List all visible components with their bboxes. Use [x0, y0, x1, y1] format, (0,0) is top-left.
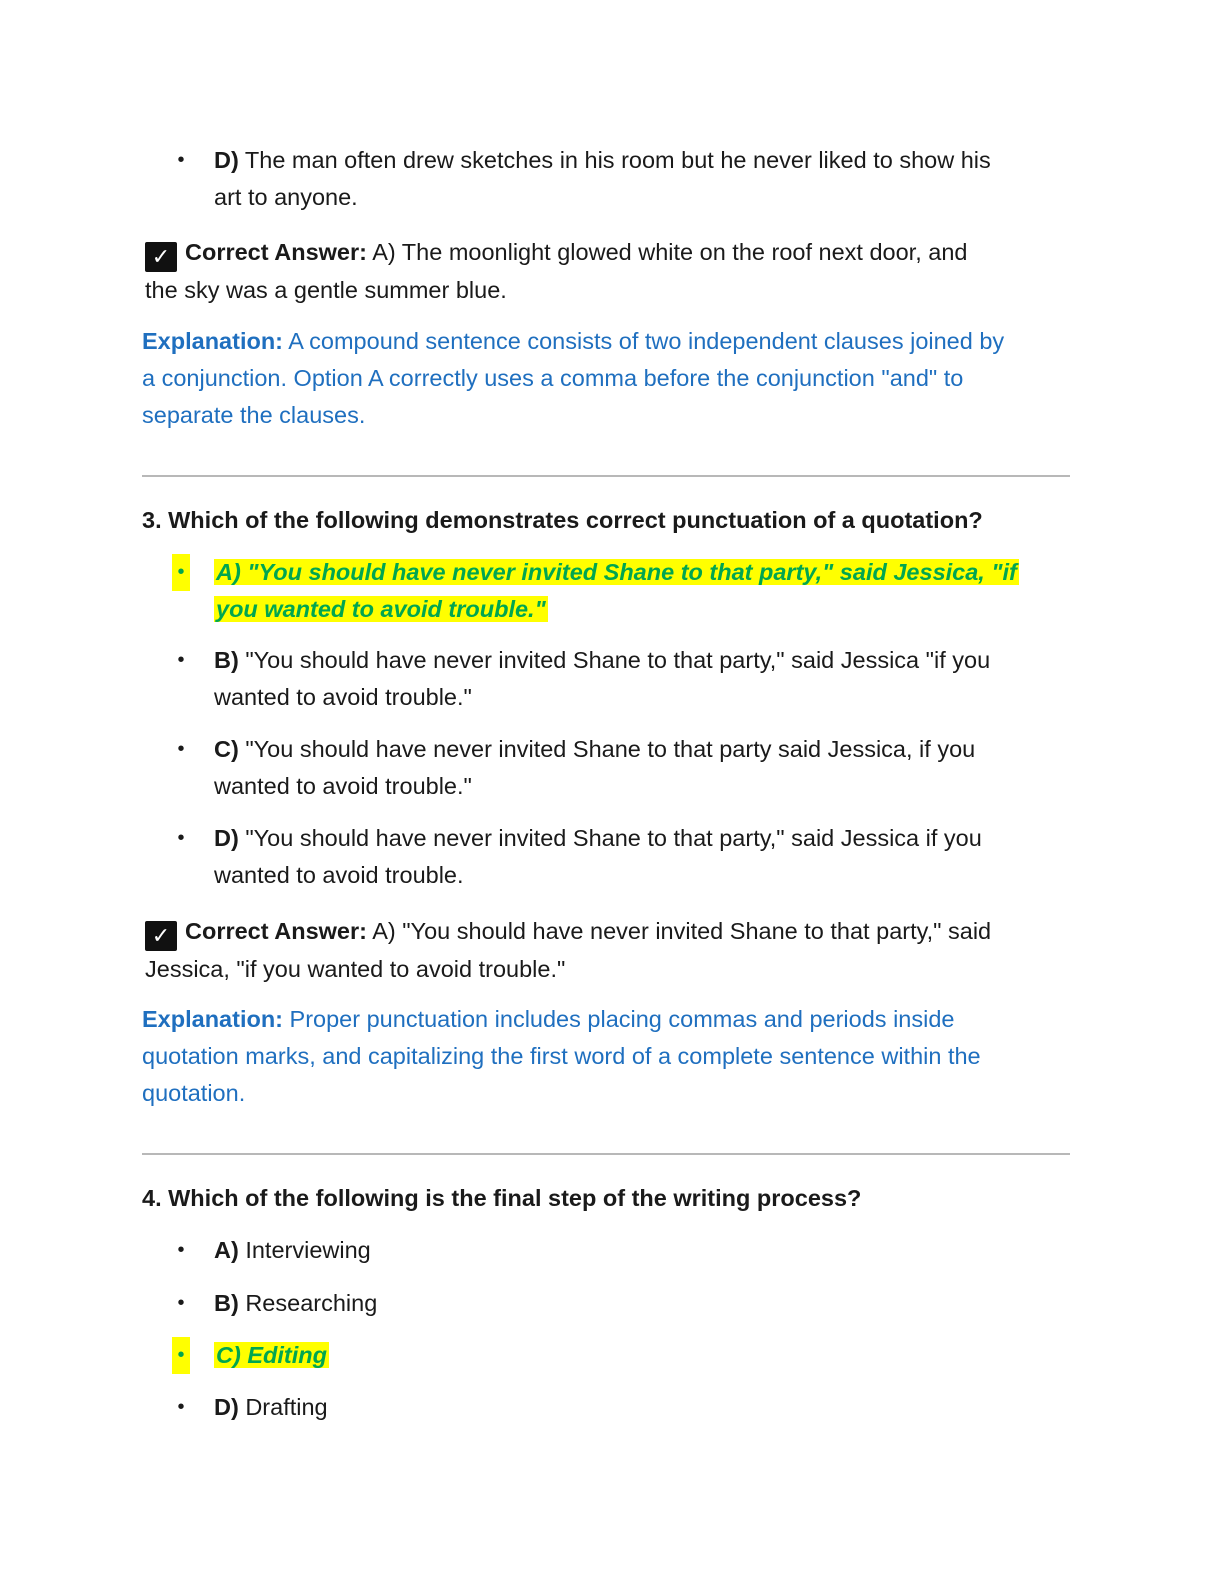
answer-text-cont: the sky was a gentle summer blue. — [145, 277, 507, 303]
answer-text-cont: Jessica, "if you wanted to avoid trouble." — [145, 956, 566, 982]
answer-text: A) "You should have never invited Shane to that party," said — [372, 918, 992, 944]
option-text: The man often drew sketches in his room but he never liked to show his — [244, 147, 991, 173]
option-text-highlighted: A) "You should have never invited Shane to that party," said Jessica, "if — [216, 559, 1017, 585]
option-text-highlighted: C) Editing — [216, 1342, 327, 1368]
option-text: Drafting — [245, 1394, 328, 1420]
bullet: • — [177, 1239, 185, 1261]
explanation-text-3: separate the clauses. — [142, 402, 366, 428]
checkmark-icon: ✓ — [145, 921, 177, 951]
q4-question: 4. Which of the following is the final step of the writing process? — [142, 1185, 862, 1211]
explanation-label: Explanation: — [142, 1006, 284, 1032]
option-text: "You should have never invited Shane to that party," said Jessica "if you — [245, 647, 991, 673]
option-text: Interviewing — [245, 1237, 371, 1263]
option-letter: D) — [214, 147, 239, 173]
explanation-text: A compound sentence consists of two independent clauses joined by — [288, 328, 1005, 354]
answer-label: Correct Answer: — [185, 918, 367, 944]
option-letter: A) — [214, 1237, 239, 1263]
option-text-cont: wanted to avoid trouble." — [214, 773, 472, 799]
q3-explanation — [142, 1001, 1077, 1112]
option-text-cont: art to anyone. — [214, 184, 358, 210]
q3-correct-answer — [145, 913, 1075, 988]
q2-correct-answer — [145, 234, 1075, 309]
option-text: "You should have never invited Shane to that party," said Jessica if you — [245, 825, 982, 851]
option-text-cont: wanted to avoid trouble." — [214, 684, 472, 710]
option-letter: B) — [214, 647, 239, 673]
q2-explanation — [142, 323, 1077, 434]
option-letter: D) — [214, 1394, 239, 1420]
q3-question: 3. Which of the following demonstrates correct punctuation of a quotation? — [142, 507, 983, 533]
checkmark-icon: ✓ — [145, 242, 177, 272]
bullet: • — [177, 1292, 185, 1314]
explanation-label: Explanation: — [142, 328, 284, 354]
option-letter: C) — [214, 736, 239, 762]
explanation-text-2: quotation marks, and capitalizing the first word of a complete sentence within the — [142, 1043, 981, 1069]
option-letter: D) — [214, 825, 239, 851]
explanation-text-2: a conjunction. Option A correctly uses a comma before the conjunction "and" to — [142, 365, 964, 391]
bullet: • — [172, 554, 190, 591]
option-text: Researching — [245, 1290, 378, 1316]
bullet: • — [177, 738, 185, 760]
divider — [142, 1153, 1070, 1155]
answer-label: Correct Answer: — [185, 239, 367, 265]
option-text-cont: wanted to avoid trouble. — [214, 862, 464, 888]
bullet: • — [177, 827, 185, 849]
option-text: "You should have never invited Shane to that party said Jessica, if you — [245, 736, 976, 762]
bullet: • — [177, 149, 185, 171]
answer-text: A) The moonlight glowed white on the roof next door, and — [372, 239, 968, 265]
bullet: • — [177, 649, 185, 671]
option-text-highlighted-cont: you wanted to avoid trouble." — [216, 596, 546, 622]
explanation-text: Proper punctuation includes placing commas and periods inside — [289, 1006, 955, 1032]
explanation-text-3: quotation. — [142, 1080, 246, 1106]
bullet: • — [172, 1337, 190, 1374]
divider — [142, 475, 1070, 477]
bullet: • — [177, 1396, 185, 1418]
option-letter: B) — [214, 1290, 239, 1316]
